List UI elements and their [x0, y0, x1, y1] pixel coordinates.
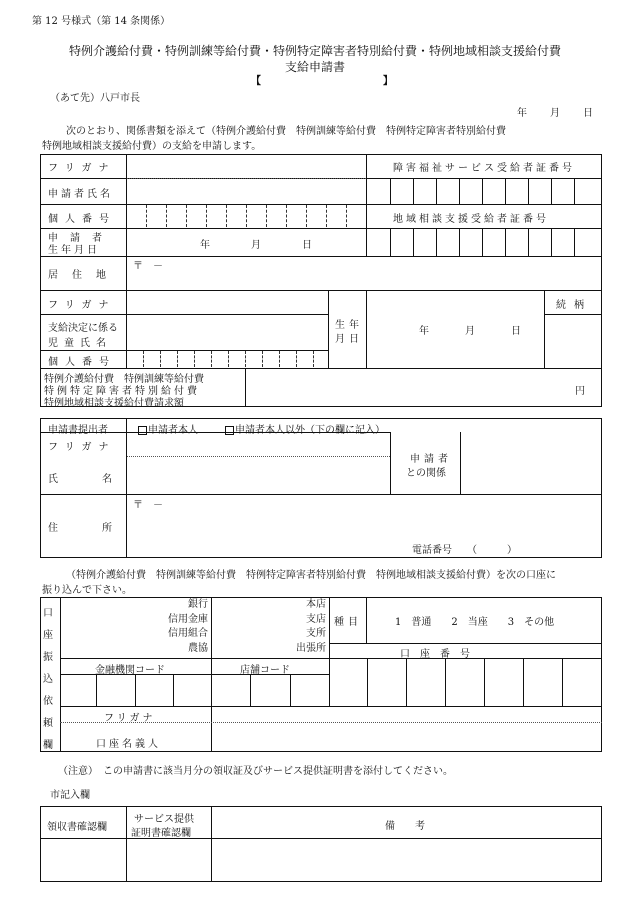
applicant-personal-number-label: 個人番号: [48, 214, 116, 225]
relation-label-2: との関係: [406, 468, 446, 479]
claim-label-1: 特例介護給付費 特例訓練等給付費: [44, 374, 204, 385]
applicant-address-label: 居住地: [48, 270, 120, 281]
applicant-birth-day: 日: [302, 240, 312, 251]
account-number-label: 口 座 番 号: [400, 649, 470, 660]
receipt-check-label: 領収書確認欄: [47, 822, 107, 833]
bank-type-nokyo: 農協: [188, 642, 208, 654]
city-section-title: 市記入欄: [50, 790, 90, 801]
city-table: [40, 806, 602, 882]
side-char-5: 依: [43, 696, 53, 707]
child-name-label-2: 児童氏名: [48, 338, 112, 349]
bank-type-list: [150, 598, 208, 656]
phone-label: 電話番号 （ ）: [412, 545, 517, 556]
branch-type-office: 支所: [306, 628, 326, 639]
form-number: 第 12 号様式（第 14 条関係）: [32, 16, 171, 27]
bank-furigana-label: フリガナ: [104, 713, 156, 724]
applicant-furigana-label: フリガナ: [48, 163, 116, 174]
side-char-1: 口: [43, 608, 53, 619]
consult-cert-number-label: 地域相談支援受給者証番号: [393, 214, 549, 225]
intro-line2: 特例地域相談支援給付費）の支給を申請します。: [42, 141, 262, 152]
child-birth-year: 年: [419, 326, 429, 337]
transfer-line2: 振り込んで下さい。: [42, 585, 132, 596]
checkbox-self-icon[interactable]: [138, 426, 147, 435]
remarks-label: 備 考: [385, 821, 425, 832]
submitter-name-label: 氏名: [48, 474, 156, 485]
service-check-label-2: 証明書確認欄: [131, 828, 191, 839]
option-self-label: 申請者本人: [148, 425, 198, 436]
date-day: 日: [583, 108, 593, 119]
option-other-label: 申請者本人以外（下の欄に記入）: [235, 425, 385, 436]
child-name-label-1: 支給決定に係る: [48, 323, 118, 334]
relation-label-1: 申請者: [410, 454, 452, 465]
cert-number-label: 障害福祉サービス受給者証番号: [393, 163, 575, 174]
addressee: （あて先）八戸市長: [50, 93, 140, 104]
side-char-3: 振: [43, 652, 53, 663]
applicant-name-label: 申請者氏名: [48, 189, 113, 200]
bank-type-shinkin: 信用金庫: [168, 613, 208, 625]
submitter-postal-mark: 〒 －: [133, 500, 163, 511]
bracket-close: 】: [383, 76, 393, 87]
relationship-label: 続柄: [556, 300, 592, 311]
applicant-birth-month: 月: [251, 240, 261, 251]
branch-type-sub: 出張所: [296, 642, 326, 654]
side-char-4: 込: [43, 674, 53, 685]
applicant-birth-label-1: 申請者: [48, 233, 114, 244]
branch-type-list: [270, 598, 326, 656]
form-title: 特例介護給付費・特例訓練等給付費・特例特定障害者特別給付費・特例地域相談支援給付費: [68, 44, 561, 58]
checkbox-other-icon[interactable]: [225, 426, 234, 435]
side-char-7: 欄: [43, 740, 53, 751]
transfer-line1: （特例介護給付費 特例訓練等給付費 特例特定障害者特別給付費 特例地域相談支援給付費）を次の口座に: [66, 570, 556, 581]
submitter-furigana-label: フリガナ: [48, 442, 116, 453]
side-char-2: 座: [43, 630, 53, 641]
option-self[interactable]: [138, 421, 198, 436]
bank-type-bank: 銀行: [188, 599, 208, 610]
child-birth-label-1: 生年: [335, 320, 363, 331]
claim-unit: 円: [575, 386, 585, 397]
form-subtitle: 支給申請書: [284, 60, 345, 74]
claim-label-3: 特例地域相談支援給付費請求額: [44, 398, 184, 409]
side-char-6: 頼: [43, 718, 53, 729]
submitter-table: [40, 418, 602, 558]
date-year: 年: [517, 108, 527, 119]
child-birth-month: 月: [465, 326, 475, 337]
child-birth-day: 日: [511, 326, 521, 337]
account-holder-label: 口座名義人: [96, 739, 161, 750]
child-personal-number-label: 個人番号: [48, 357, 116, 368]
bank-side-label: [43, 603, 53, 757]
child-birth-label-2: 月日: [335, 334, 363, 345]
bracket-open: 【: [251, 76, 261, 87]
claim-label-2: 特例特定障害者特別給付費: [44, 386, 200, 397]
bank-code-label: 金融機関コード: [95, 665, 165, 676]
option-other[interactable]: [225, 421, 385, 436]
bank-type-kumiai: 信用組合: [168, 628, 208, 639]
date-month: 月: [550, 108, 560, 119]
applicant-postal-mark: 〒 －: [133, 261, 163, 272]
branch-type-branch: 支店: [306, 613, 326, 625]
service-check-label-1: サービス提供: [134, 814, 194, 825]
branch-code-label: 店舗コード: [240, 665, 290, 676]
child-furigana-label: フリガナ: [48, 300, 116, 311]
account-types: 1 普通 2 当座 3 その他: [395, 617, 555, 628]
account-type-label: 種目: [334, 617, 362, 628]
submitter-header: 申請書提出者: [48, 425, 108, 436]
note: （注意） この申請書に該当月分の領収証及びサービス提供証明書を添付してください。: [58, 766, 453, 777]
submitter-address-label: 住所: [48, 523, 156, 534]
applicant-birth-year: 年: [200, 240, 210, 251]
branch-type-main: 本店: [306, 599, 326, 610]
intro-line1: 次のとおり、関係書類を添えて（特例介護給付費 特例訓練等給付費 特例特定障害者特別給付費: [66, 126, 506, 137]
applicant-birth-label-2: 生年月日: [48, 245, 100, 256]
